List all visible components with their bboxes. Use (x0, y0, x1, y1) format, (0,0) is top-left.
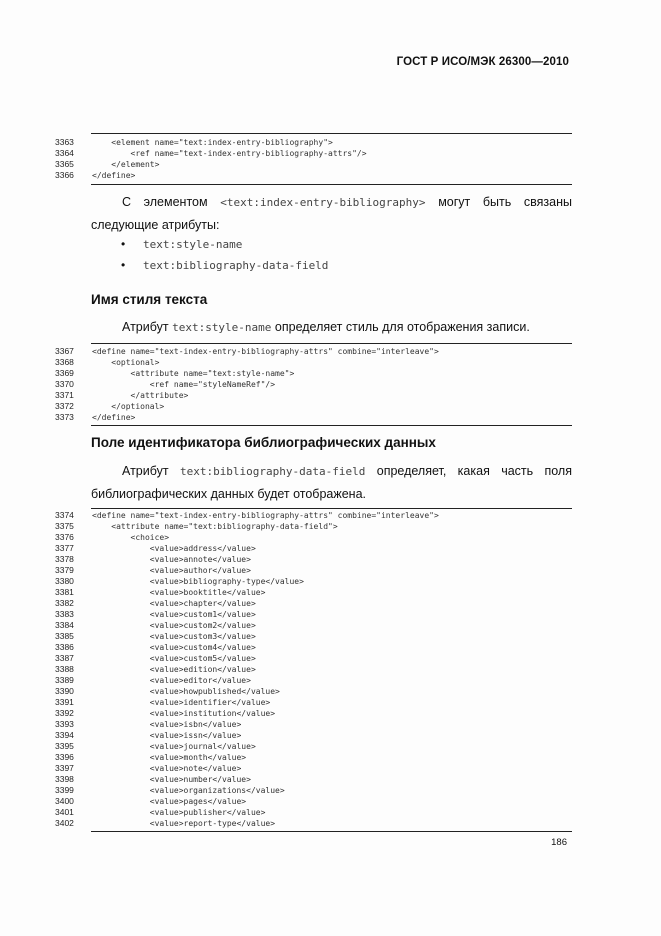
paragraph-line: Атрибут text:style-name определяет стиль для отображения записи. (122, 320, 530, 334)
code-line: 3363 <element name="text:index-entry-bibliography"> (55, 137, 333, 147)
code-line: 3399 <value>organizations</value> (55, 785, 285, 795)
code-line: 3396 <value>month</value> (55, 752, 247, 762)
code-block-bottom-rule (91, 831, 572, 832)
code-line: 3366 </define> (55, 170, 136, 180)
code-line: 3380 <value>bibliography-type</value> (55, 576, 304, 586)
code-line: 3392 <value>institution</value> (55, 708, 276, 718)
code-line: 3378 <value>annote</value> (55, 554, 251, 564)
paragraph-line: следующие атрибуты: (91, 218, 220, 232)
code-line: 3382 <value>chapter</value> (55, 598, 256, 608)
code-block-1 (55, 133, 572, 185)
code-line: 3387 <value>custom5</value> (55, 653, 256, 663)
code-line: 3369 <attribute name="text:style-name"> (55, 368, 295, 378)
paragraph-element-intro (91, 191, 572, 236)
page-number: 186 (551, 837, 567, 848)
code-line: 3390 <value>howpublished</value> (55, 686, 280, 696)
code-line: 3400 <value>pages</value> (55, 796, 247, 806)
attribute-name: text:style-name (172, 321, 272, 334)
bullet-item: • text:style-name (121, 237, 243, 251)
bullet-icon: • (121, 258, 126, 272)
paragraph-line: С элементом <text:index-entry-bibliography> могут быть связаны (122, 195, 572, 209)
code-line: 3402 <value>report-type</value> (55, 818, 276, 828)
attribute-name: text:bibliography-data-field (179, 465, 366, 478)
code-line: 3397 <value>note</value> (55, 763, 242, 773)
code-line: 3384 <value>custom2</value> (55, 620, 256, 630)
code-line: 3385 <value>custom3</value> (55, 631, 256, 641)
code-block-3 (55, 508, 572, 832)
code-line: 3367 <define name="text-index-entry-bibliography-attrs" combine="interleave"> (55, 346, 439, 356)
paragraph-style-name (91, 316, 572, 339)
code-line: 3401 <value>publisher</value> (55, 807, 266, 817)
code-line: 3398 <value>number</value> (55, 774, 251, 784)
paragraph-data-field (91, 460, 572, 505)
element-name: <text:index-entry-bibliography> (220, 196, 426, 209)
code-line: 3383 <value>custom1</value> (55, 609, 256, 619)
code-line: 3386 <value>custom4</value> (55, 642, 256, 652)
code-line: 3394 <value>issn</value> (55, 730, 242, 740)
code-line: 3371 </attribute> (55, 390, 189, 400)
bullet-item: • text:bibliography-data-field (121, 258, 329, 272)
code-line: 3389 <value>editor</value> (55, 675, 251, 685)
code-line: 3388 <value>edition</value> (55, 664, 256, 674)
code-line: 3372 </optional> (55, 401, 165, 411)
code-line: 3370 <ref name="styleNameRef"/> (55, 379, 276, 389)
bullet-icon: • (121, 237, 126, 251)
code-line: 3375 <attribute name="text:bibliography-data-field"> (55, 521, 338, 531)
code-line: 3381 <value>booktitle</value> (55, 587, 266, 597)
paragraph-line: Атрибут text:bibliography-data-field определяет, какая часть поля (122, 464, 572, 478)
code-line: 3395 <value>journal</value> (55, 741, 256, 751)
code-line: 3379 <value>author</value> (55, 565, 251, 575)
code-line: 3391 <value>identifier</value> (55, 697, 271, 707)
code-line: 3377 <value>address</value> (55, 543, 256, 553)
page-header: ГОСТ Р ИСО/МЭК 26300—2010 (396, 56, 569, 68)
code-block-bottom-rule (91, 184, 572, 185)
code-line: 3364 <ref name="text-index-entry-bibliography-attrs"/> (55, 148, 367, 158)
code-line: 3368 <optional> (55, 357, 160, 367)
section-heading: Поле идентификатора библиографических данных (91, 435, 436, 450)
code-line: 3393 <value>isbn</value> (55, 719, 242, 729)
paragraph-line: библиографических данных будет отображена. (91, 487, 367, 501)
code-block-bottom-rule (91, 425, 572, 426)
code-line: 3373 </define> (55, 412, 136, 422)
section-heading: Имя стиля текста (91, 292, 208, 307)
code-line: 3374 <define name="text-index-entry-bibliography-attrs" combine="interleave"> (55, 510, 439, 520)
code-line: 3376 <choice> (55, 532, 170, 542)
code-block-2 (55, 343, 572, 426)
code-line: 3365 </element> (55, 159, 160, 169)
